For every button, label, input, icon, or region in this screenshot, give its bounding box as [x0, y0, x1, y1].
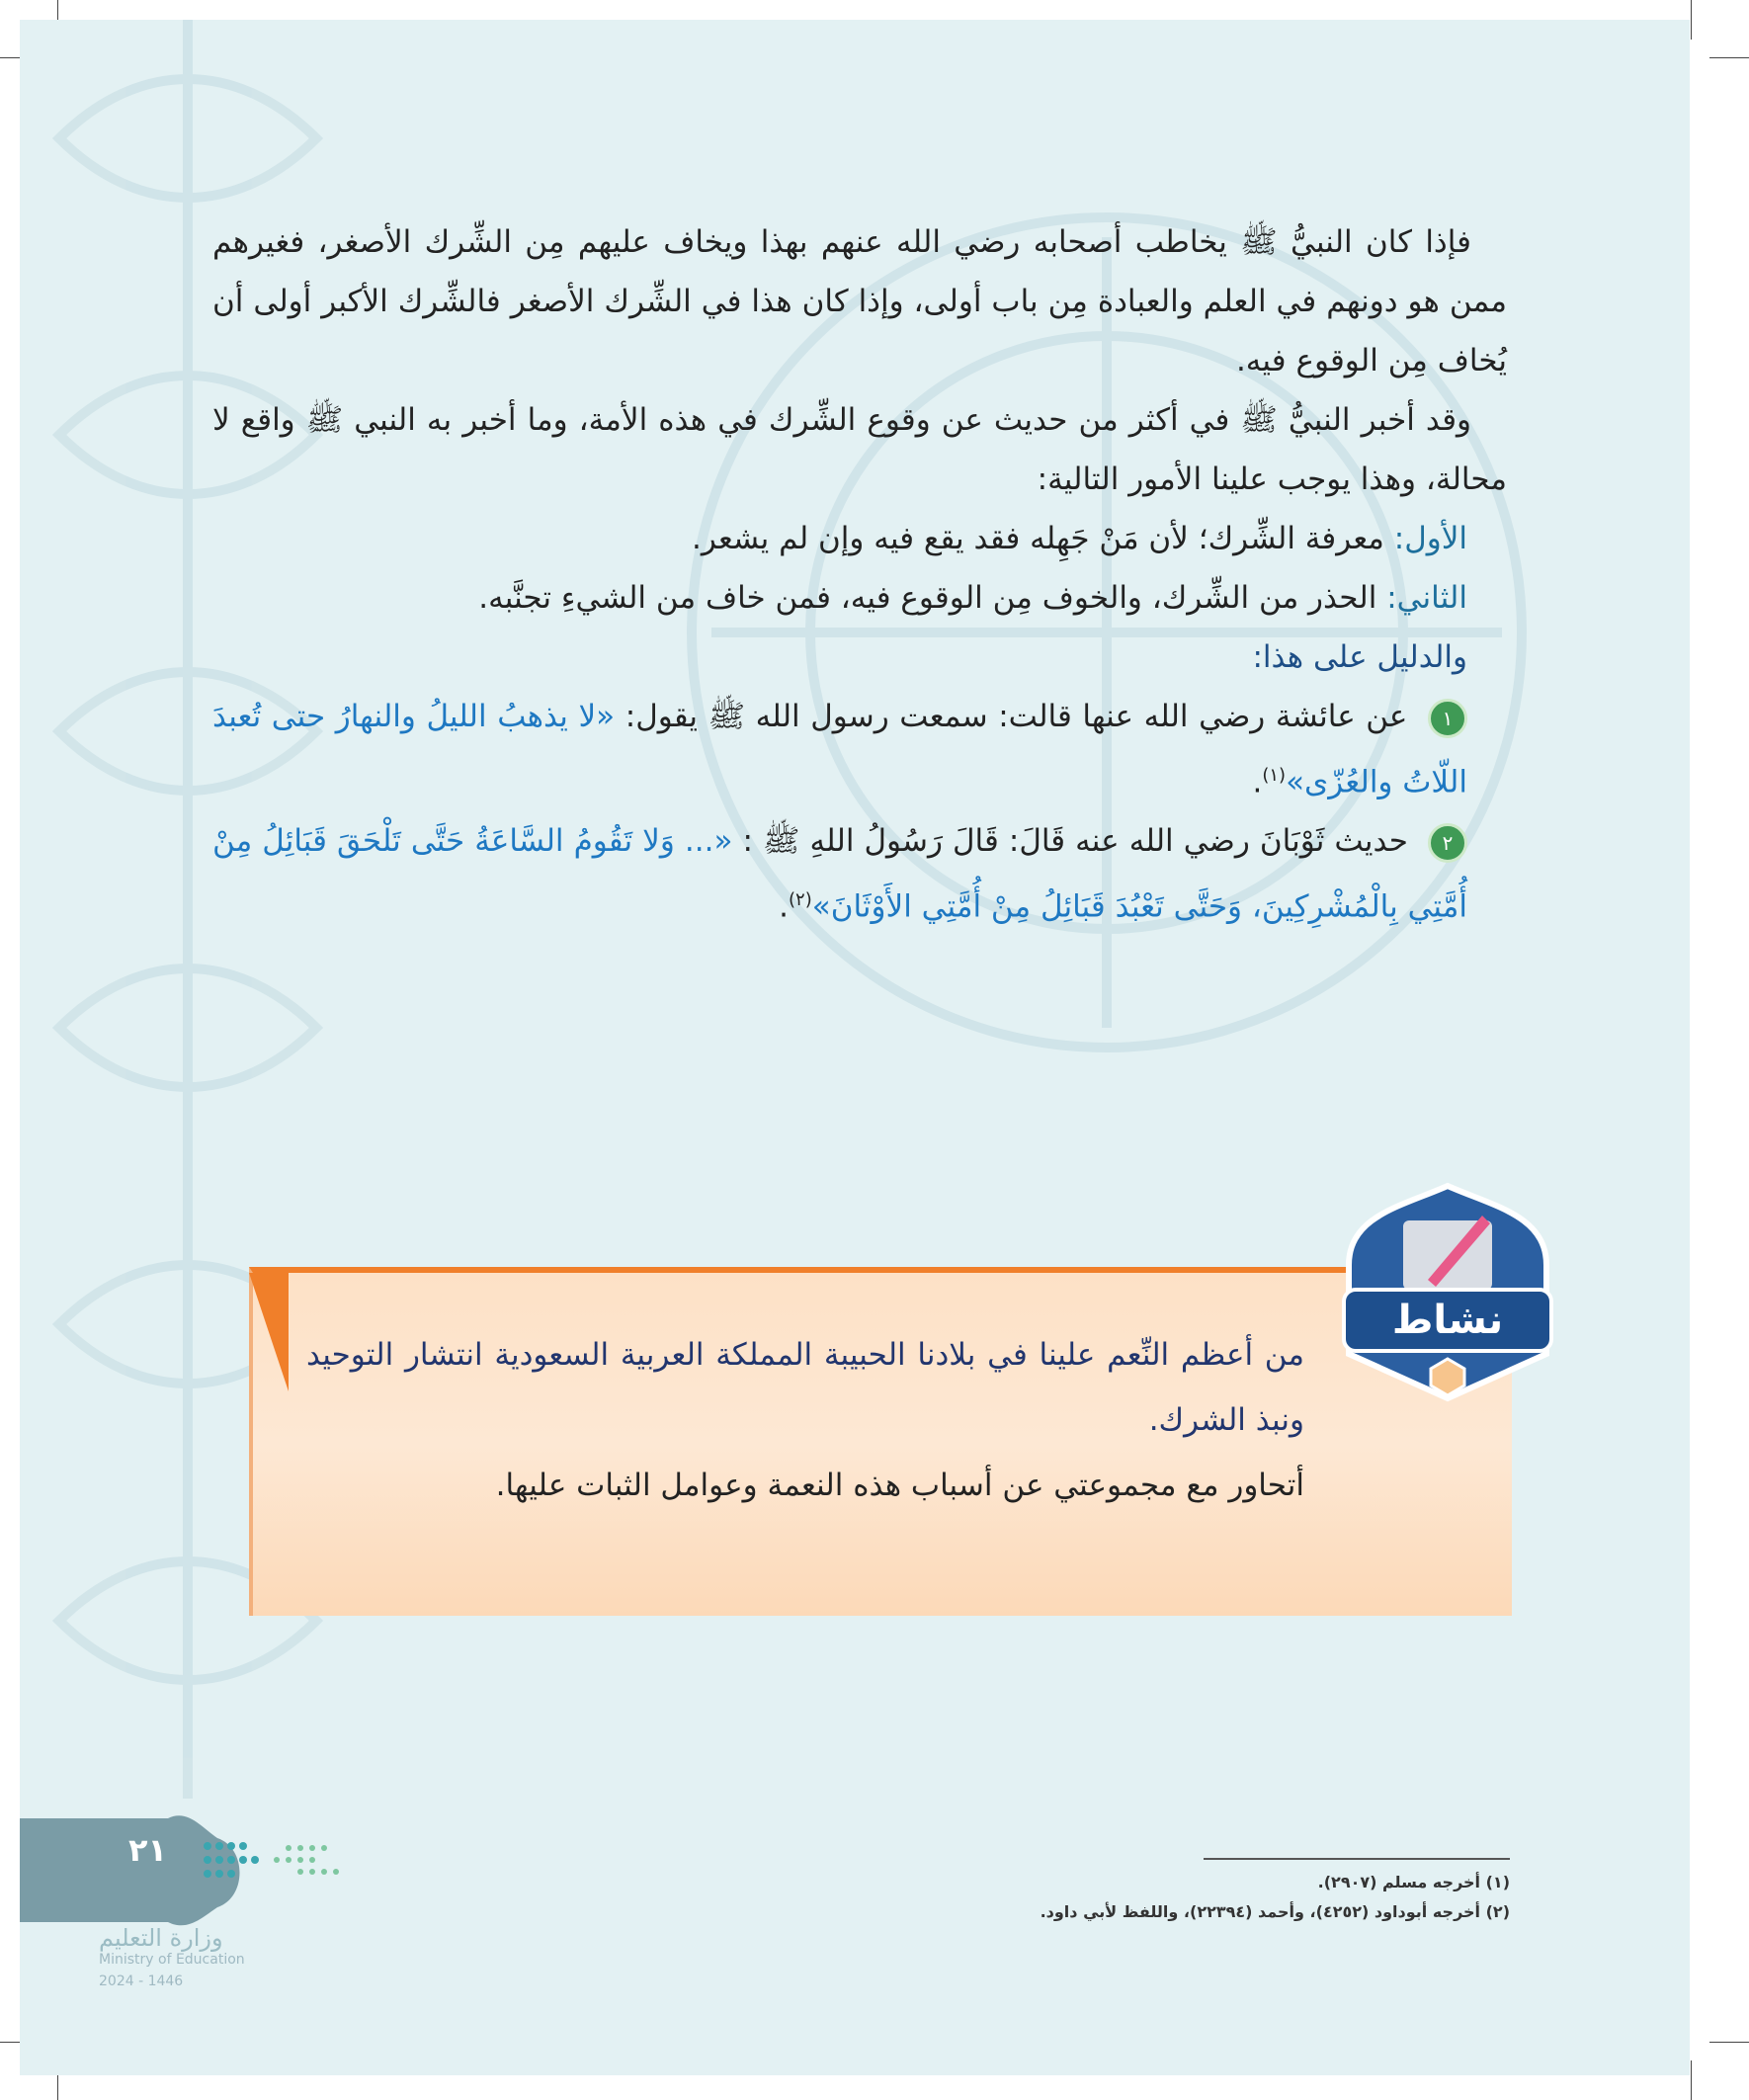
hadith-1-intro: عن عائشة رضي الله عنها قالت: سمعت رسول الله ﷺ يقول: — [625, 699, 1408, 734]
footnote-2: (٢) أخرجه أبوداود (٤٢٥٢)، وأحمد (٢٢٣٩٤)، واللفظ لأبي داود. — [1040, 1902, 1510, 1921]
paragraph-1: فإذا كان النبيُّ ﷺ يخاطب أصحابه رضي الله عنهم بهذا ويخاف عليهم مِن الشِّرك الأصغر، فغيرهم ممن هو دونهم في العلم والعبادة مِن باب أولى، وإذا كان هذا في الشِّرك الأصغر فالشِّرك الأكبر أولى أن يُخاف مِن الوقوع فيه. — [212, 224, 1507, 378]
footnote-divider — [1204, 1858, 1510, 1860]
footnote-1: (١) أخرجه مسلم (٢٩٠٧). — [1317, 1873, 1510, 1891]
footnote-ref: (٢) — [789, 889, 812, 911]
crop-mark — [1709, 57, 1749, 58]
ministry-english: Ministry of Education — [99, 1952, 245, 1968]
point-first — [212, 509, 1467, 568]
hadith-2-intro: حديث ثَوْبَانَ رضي الله عنه قَالَ: قَالَ رَسُولُ اللهِ ﷺ : — [742, 823, 1408, 860]
activity-corner-fold — [249, 1273, 289, 1391]
activity-line-1: من أعظم النِّعم علينا في بلادنا الحبيبة المملكة العربية السعودية انتشار التوحيد ونبذ الشرك. — [306, 1337, 1304, 1438]
activity-box — [249, 1267, 1512, 1616]
hadith-1-quote: «لا يذهبُ الليلُ والنهارُ حتى تُعبدَ اللّاتُ والعُزّى» — [212, 699, 1467, 800]
point-first-label: الأول: — [1393, 521, 1467, 556]
crop-mark — [1691, 0, 1692, 40]
activity-badge — [1334, 1176, 1561, 1403]
crop-mark — [1691, 2060, 1692, 2100]
footnote-ref: (١) — [1262, 765, 1287, 786]
page-number: ٢١ — [128, 1831, 168, 1869]
point-first-text: معرفة الشِّرك؛ لأن مَنْ جَهِله فقد يقع فيه وإن لم يشعر. — [692, 521, 1384, 556]
evidence-heading: والدليل على هذا: — [1252, 639, 1467, 675]
ministry-logo-icon — [198, 1836, 366, 1895]
point-second — [212, 568, 1467, 628]
ministry-logo-text — [99, 1924, 245, 1992]
hadith-2: ٢ حديث ثَوْبَانَ رضي الله عنه قَالَ: قَالَ رَسُولُ اللهِ ﷺ : «... وَلا تَقُومُ السَّاعَةُ حَتَّى تَلْحَقَ قَبَائِلُ مِنْ أُمَّتِي بِالْمُشْرِكِينَ، وَحَتَّى تَعْبُدَ قَبَائِلُ مِنْ أُمَّتِي الأَوْثَانَ»$^{(٢)}$. — [212, 823, 1467, 925]
activity-badge-label: نشاط — [1391, 1298, 1504, 1343]
activity-line-2: أتحاور مع مجموعتي عن أسباب هذه النعمة وعوامل الثبات عليها. — [495, 1468, 1304, 1503]
activity-text — [306, 1322, 1304, 1518]
hadith-1: ١ عن عائشة رضي الله عنها قالت: سمعت رسول الله ﷺ يقول: «لا يذهبُ الليلُ والنهارُ حتى تُعبدَ اللّاتُ والعُزّى»$^{(١)}$. — [212, 699, 1467, 800]
textbook-page — [20, 20, 1690, 2075]
footnotes — [968, 1868, 1510, 1927]
number-badge: ٢ — [1428, 823, 1467, 863]
hadith-2-quote: «... وَلا تَقُومُ السَّاعَةُ حَتَّى تَلْحَقَ قَبَائِلُ مِنْ أُمَّتِي بِالْمُشْرِكِينَ، وَحَتَّى تَعْبُدَ قَبَائِلُ مِنْ أُمَّتِي الأَوْثَانَ» — [212, 823, 1467, 925]
point-second-label: الثاني: — [1386, 580, 1467, 616]
quill-icon — [1334, 1176, 1561, 1403]
point-second-text: الحذر من الشِّرك، والخوف مِن الوقوع فيه، فمن خاف من الشيءِ تجنَّبه. — [478, 580, 1377, 616]
ministry-arabic: وزارة التعليم — [99, 1924, 223, 1952]
number-badge: ١ — [1428, 699, 1467, 738]
paragraph-2: وقد أخبر النبيُّ ﷺ في أكثر من حديث عن وقوع الشِّرك في هذه الأمة، وما أخبر به النبي ﷺ واقع لا محالة، وهذا يوجب علينا الأمور التالية: — [212, 402, 1507, 497]
crop-mark — [1709, 2042, 1749, 2043]
main-text — [212, 212, 1507, 937]
ministry-year: 2024 - 1446 — [99, 1974, 184, 1989]
